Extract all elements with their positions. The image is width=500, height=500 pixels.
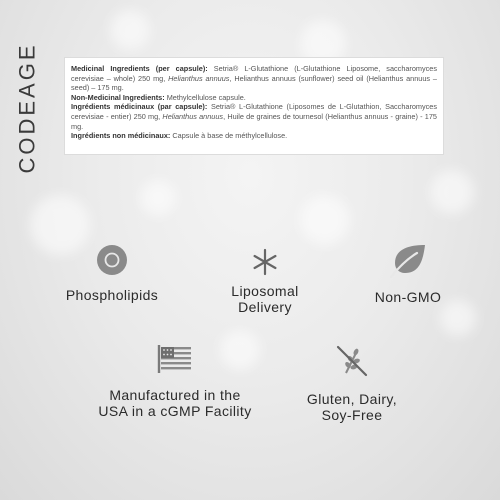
- feature-label-line1: Gluten, Dairy,: [306, 391, 398, 407]
- en-medicinal-text-1: Setria® L-Glutathione (L-Glutathione Liposome, saccharomyces cerevisiae – whole) 250 mg,: [71, 64, 437, 83]
- fr-medicinal-text-2: , Huile de graines de tournesol (Helianthus annuus - graine) - 175 mg.: [71, 111, 437, 131]
- en-medicinal-italic: Helianthus annuus: [168, 73, 230, 83]
- bokeh-light: [440, 300, 476, 336]
- feature-non-gmo: [348, 243, 468, 305]
- us-flag-icon: [157, 345, 193, 373]
- fr-medicinal-heading: Ingrédients médicinaux (par capsule):: [71, 102, 208, 112]
- fr-medicinal-italic: Helianthus annuus: [162, 111, 224, 121]
- en-non-medicinal-text: Methylcellulose capsule.: [166, 92, 246, 102]
- bokeh-light: [430, 170, 474, 214]
- asterisk-icon: [250, 247, 280, 277]
- brand-logo: [8, 42, 48, 174]
- en-non-medicinal-heading: Non-Medicinal Ingredients:: [71, 92, 165, 102]
- feature-label-line1: Manufactured in the: [109, 387, 241, 403]
- bokeh-light: [140, 180, 176, 216]
- brand-logo-text: CODEAGE: [15, 42, 40, 174]
- fr-non-medicinal-ingredients: [71, 131, 437, 141]
- feature-label-line2: Soy-Free: [321, 407, 383, 423]
- circle-ring-icon: [95, 243, 129, 277]
- feature-label: Non-GMO: [374, 289, 442, 305]
- crossed-wheat-icon: [334, 345, 370, 377]
- feature-manufactured-usa: [95, 345, 255, 419]
- fr-non-medicinal-text: Capsule à base de méthylcellulose.: [172, 131, 288, 141]
- feature-label-line2: USA in a cGMP Facility: [98, 403, 252, 419]
- feature-gluten-dairy-soy-free: [292, 345, 412, 423]
- en-medicinal-heading: Medicinal Ingredients (per capsule):: [71, 64, 208, 73]
- en-medicinal-ingredients: [71, 64, 437, 93]
- feature-phospholipids: [52, 243, 172, 303]
- fr-medicinal-text-1: Setria® L-Glutathione (Liposomes de L-Glutathion, Saccharomyces cerevisiae - entier) 250 mg,: [71, 102, 438, 121]
- leaf-icon: [389, 243, 427, 279]
- feature-label-line2: Delivery: [238, 299, 292, 315]
- bokeh-light: [110, 10, 150, 50]
- ingredients-panel: [64, 57, 444, 155]
- feature-liposomal-delivery: [205, 247, 325, 315]
- feature-label-line1: Liposomal: [231, 283, 299, 299]
- fr-non-medicinal-heading: Ingrédients non médicinaux:: [71, 131, 171, 141]
- en-medicinal-text-2: , Helianthus annuus (sunflower) seed oil (Helianthus annuus – seed) – 175 mg.: [71, 73, 437, 93]
- en-non-medicinal-ingredients: [71, 93, 437, 103]
- feature-label: Phospholipids: [65, 287, 159, 303]
- bokeh-light: [300, 195, 350, 245]
- fr-medicinal-ingredients: [71, 102, 437, 131]
